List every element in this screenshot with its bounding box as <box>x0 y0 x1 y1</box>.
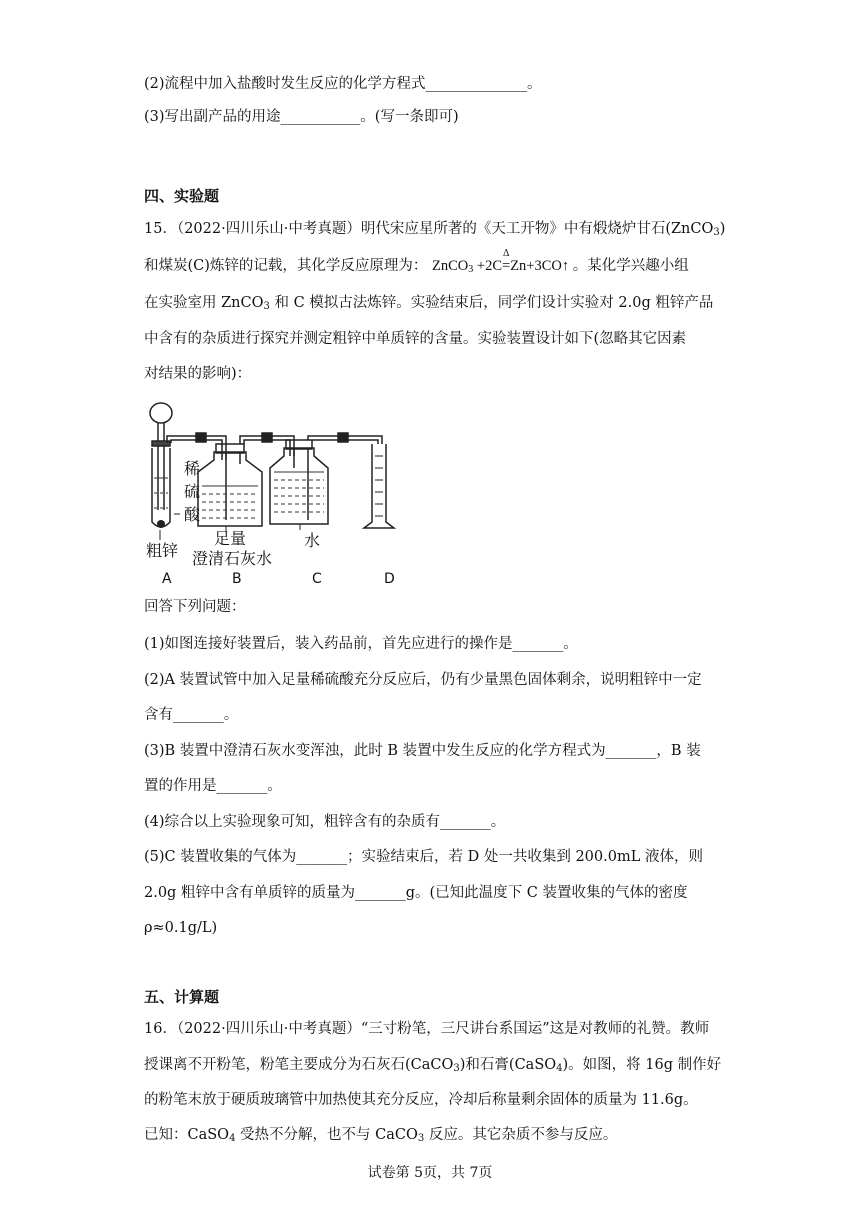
funnel-bulb <box>150 403 172 423</box>
crude-zinc-label: 粗锌 <box>146 541 179 560</box>
section-title-calculation: 五、计算题 <box>144 988 220 1006</box>
q15-sub5-line3: ρ≈0.1g/L) <box>144 920 218 936</box>
q15-sub3-line2: 置的作用是_______。 <box>144 778 282 794</box>
water-label: 水 <box>304 531 321 550</box>
q16-line3: 的粉笔末放于硬质玻璃管中加热使其充分反应，冷却后称量剩余固体的质量为 11.6g。 <box>144 1092 698 1108</box>
q15-prompt: 回答下列问题： <box>144 599 246 615</box>
q14-part2: (2)流程中加入盐酸时发生反应的化学方程式______________。 <box>144 76 542 92</box>
test-tube-a <box>152 448 170 527</box>
q15-line4: 中含有的杂质进行探究并测定粗锌中单质锌的含量。实验装置设计如下(忽略其它因素 <box>144 331 687 347</box>
q14-part3: (3)写出副产品的用途___________。(写一条即可) <box>144 109 459 125</box>
q15-sub4: (4)综合以上实验现象可知，粗锌含有的杂质有_______。 <box>144 814 506 830</box>
cylinder-d <box>364 444 394 528</box>
apparatus-diagram <box>144 398 414 588</box>
q15-line5: 对结果的影响)： <box>144 366 252 382</box>
q16-line1: 16．（2022·四川乐山·中考真题）“三寸粉笔，三尺讲台系国运”这是对教师的礼赞。教师 <box>144 1021 710 1037</box>
reaction-equation: ZnCO$_3$ +2C Δ =Zn+3CO↑ <box>432 248 570 275</box>
q15-sub5-line2: 2.0g 粗锌中含有单质锌的质量为_______g。(已知此温度下 C 装置收集的气体的密度 <box>144 885 688 901</box>
heating-condition: Δ = <box>502 248 511 274</box>
q16-line4: 已知：CaSO$_4$ 受热不分解，也不与 CaCO$_3$ 反应。其它杂质不参与反应。 <box>144 1127 618 1144</box>
section-title-experiment: 四、实验题 <box>144 187 220 205</box>
label-a: A <box>162 571 172 587</box>
bottle-c <box>270 448 328 524</box>
q16-line2: 授课离不开粉笔，粉笔主要成分为石灰石(CaCO$_3$)和石膏(CaSO$_4$)。如图，将 16g 制作好 <box>144 1057 722 1074</box>
limewater-label: 澄清石灰水 <box>192 549 273 568</box>
label-b: B <box>232 571 242 587</box>
acid-label-char-2: 硫 <box>184 482 201 501</box>
q15-sub2-line1: (2)A 装置试管中加入足量稀硫酸充分反应后，仍有少量黑色固体剩余，说明粗锌中一定 <box>144 672 702 688</box>
crude-zinc-pellet <box>157 520 165 528</box>
q15-sub3-line1: (3)B 装置中澄清石灰水变浑浊，此时 B 装置中发生反应的化学方程式为_______，B 装 <box>144 743 701 759</box>
q15-line3: 在实验室用 ZnCO$_3$ 和 C 模拟古法炼锌。实验结束后，同学们设计实验对 2.0g 粗锌产品 <box>144 295 714 312</box>
acid-label-char-1: 稀 <box>184 459 201 478</box>
enough-label: 足量 <box>214 529 247 548</box>
q15-line1: 15．（2022·四川乐山·中考真题）明代宋应星所著的《天工开物》中有煅烧炉甘石(ZnCO$_3$) <box>144 221 726 238</box>
acid-label-char-3: 酸 <box>184 505 201 524</box>
page-footer: 试卷第 5页，共 7页 <box>367 1165 493 1181</box>
bottle-b <box>198 452 262 526</box>
q15-line2: 和煤炭(C)炼锌的记载，其化学反应原理为： ZnCO$_3$ +2C Δ =Zn+3CO↑ 。某化学兴趣小组 <box>144 248 689 275</box>
label-d: D <box>384 571 395 587</box>
apparatus-figure <box>144 398 414 588</box>
q15-sub1: (1)如图连接好装置后，装入药品前，首先应进行的操作是_______。 <box>144 636 578 652</box>
label-c: C <box>312 571 322 587</box>
q15-sub2-line2: 含有_______。 <box>144 707 239 723</box>
q15-sub5-line1: (5)C 装置收集的气体为_______；实验结束后，若 D 处一共收集到 200.0mL 液体，则 <box>144 849 703 865</box>
